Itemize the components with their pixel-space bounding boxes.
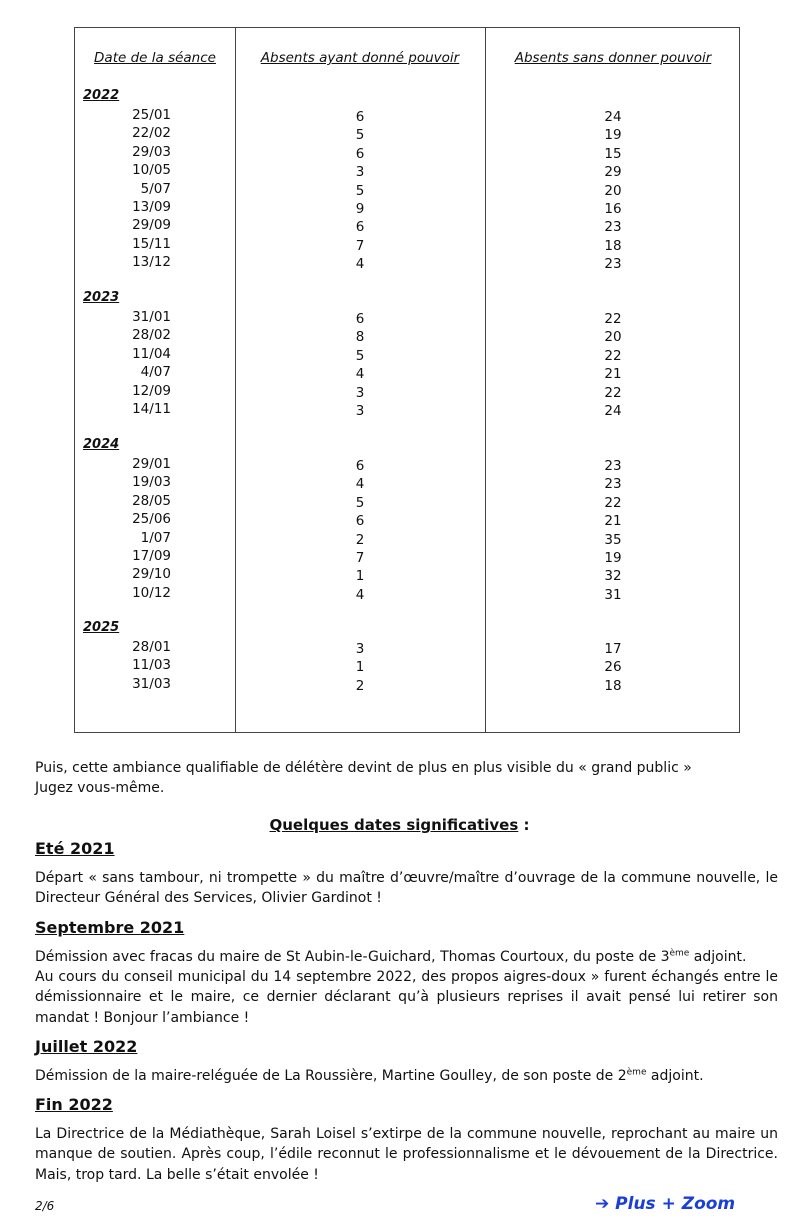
intro-line-2: Jugez vous-même. [35, 780, 165, 796]
header-without-proxy: Absents sans donner pouvoir [514, 50, 712, 66]
without-proxy-cell: 18 [604, 677, 622, 694]
with-proxy-cell: 3 [355, 384, 365, 401]
with-proxy-cell: 5 [355, 494, 365, 511]
year-label: 2023 [83, 290, 120, 305]
date-cell: 28/02 [132, 327, 171, 344]
date-cell: 5/07 [140, 180, 171, 197]
date-cell: 10/12 [132, 584, 171, 601]
without-proxy-cell: 23 [604, 219, 622, 236]
text-part: adjoint. [689, 949, 747, 965]
header-with-proxy: Absents ayant donné pouvoir [260, 50, 460, 66]
with-proxy-cell: 2 [355, 677, 365, 694]
text-superscript: ème [669, 948, 690, 959]
attendance-table [74, 27, 740, 733]
date-cell: 4/07 [140, 364, 171, 381]
without-proxy-cell: 26 [604, 659, 622, 676]
intro-line-1: Puis, cette ambiance qualifiable de délétère devint de plus en plus visible du « grand public » [35, 760, 692, 776]
section-text-sept-2021-a [35, 947, 778, 967]
with-proxy-cell: 4 [355, 366, 365, 383]
header-date: Date de la séance [94, 50, 216, 66]
with-proxy-cell: 8 [355, 329, 365, 346]
text-part: Démission de la maire-reléguée de La Roussière, Martine Goulley, de son poste de 2 [35, 1068, 627, 1084]
with-proxy-cell: 4 [355, 256, 365, 273]
with-proxy-cell: 1 [355, 568, 365, 585]
without-proxy-cell: 32 [604, 568, 622, 585]
without-proxy-cell: 20 [604, 182, 622, 199]
with-proxy-cell: 6 [355, 145, 365, 162]
dates-title-suffix: : [518, 816, 530, 834]
with-proxy-cell: 5 [355, 127, 365, 144]
with-proxy-cell: 5 [355, 182, 365, 199]
without-proxy-cell: 24 [604, 109, 622, 125]
without-proxy-cell: 21 [604, 513, 622, 530]
with-proxy-cell: 7 [355, 237, 365, 254]
section-text-sept-2021-b: Au cours du conseil municipal du 14 septembre 2022, des propos aigres-doux » furent échangés entre le démissionnaire et le maire, ce dernier déclarant qu’à plusieurs reprises il avait pensé lui retirer son mandat ! Bonjour l’ambiance ! [35, 969, 778, 1026]
without-proxy-cell: 24 [604, 403, 622, 419]
date-cell: 15/11 [132, 235, 171, 252]
with-proxy-cell: 4 [355, 586, 365, 603]
with-proxy-cell: 4 [355, 476, 365, 493]
without-proxy-cell: 15 [604, 145, 622, 162]
year-label: 2024 [83, 437, 120, 452]
date-cell: 14/11 [132, 401, 171, 417]
with-proxy-cell: 6 [355, 109, 365, 125]
with-proxy-cell: 6 [355, 513, 365, 530]
with-proxy-cell: 6 [355, 219, 365, 236]
with-proxy-cell: 3 [355, 641, 365, 657]
without-proxy-cell: 20 [604, 329, 622, 346]
with-proxy-cell: 9 [355, 201, 365, 217]
without-proxy-cell: 17 [604, 641, 622, 657]
without-proxy-cell: 29 [604, 164, 622, 181]
text-part: adjoint. [646, 1068, 704, 1084]
without-proxy-cell: 23 [604, 458, 622, 474]
without-proxy-cell: 22 [604, 494, 622, 511]
without-proxy-cell: 16 [604, 201, 622, 217]
date-cell: 31/03 [132, 675, 171, 692]
section-text-ete-2021: Départ « sans tambour, ni trompette » du maître d’œuvre/maître d’ouvrage de la commune nouvelle, le Directeur Général des Services, Olivier Gardinot ! [35, 870, 778, 907]
without-proxy-cell: 22 [604, 384, 622, 401]
section-title-sept-2021: Septembre 2021 [35, 918, 185, 937]
section-title-fin-2022: Fin 2022 [35, 1095, 113, 1114]
date-cell: 25/06 [132, 511, 171, 528]
without-proxy-cell: 18 [604, 237, 622, 254]
date-cell: 12/09 [132, 382, 171, 399]
plus-zoom-link[interactable]: ➔ Plus + Zoom [595, 1194, 736, 1214]
without-proxy-cell: 23 [604, 476, 622, 493]
date-cell: 10/05 [132, 162, 171, 179]
without-proxy-cell: 19 [604, 550, 622, 566]
section-text-juil-2022 [35, 1066, 778, 1086]
without-proxy-cell: 22 [604, 347, 622, 364]
date-cell: 29/09 [132, 217, 171, 234]
date-cell: 31/01 [132, 309, 171, 325]
date-cell: 28/01 [132, 639, 171, 655]
date-cell: 13/12 [132, 254, 171, 271]
page-number: 2/6 [35, 1199, 55, 1213]
without-proxy-cell: 35 [604, 531, 622, 548]
section-text-fin-2022: La Directrice de la Médiathèque, Sarah Loisel s’extirpe de la commune nouvelle, reprochant au maire un manque de soutien. Après coup, l’édile reconnut le professionnalisme et le dévouement de la Directrice. Mais, trop tard. La belle s’était envolée ! [35, 1126, 778, 1183]
with-proxy-cell: 7 [355, 550, 365, 566]
date-cell: 29/01 [132, 456, 171, 472]
with-proxy-cell: 3 [355, 403, 365, 419]
section-title-juil-2022: Juillet 2022 [35, 1037, 138, 1056]
with-proxy-cell: 3 [355, 164, 365, 181]
without-proxy-cell: 22 [604, 311, 622, 327]
year-label: 2022 [83, 88, 120, 103]
with-proxy-cell: 1 [355, 659, 365, 676]
date-cell: 1/07 [140, 529, 171, 546]
dates-title [0, 816, 799, 834]
with-proxy-cell: 5 [355, 347, 365, 364]
date-cell: 13/09 [132, 199, 171, 215]
date-cell: 28/05 [132, 492, 171, 509]
without-proxy-cell: 31 [604, 586, 622, 603]
text-part: Démission avec fracas du maire de St Aubin-le-Guichard, Thomas Courtoux, du poste de 3 [35, 949, 670, 965]
year-label: 2025 [83, 620, 120, 635]
date-cell: 17/09 [132, 548, 171, 564]
with-proxy-cell: 6 [355, 311, 365, 327]
without-proxy-cell: 23 [604, 256, 622, 273]
without-proxy-cell: 19 [604, 127, 622, 144]
date-cell: 29/03 [132, 143, 171, 160]
date-cell: 19/03 [132, 474, 171, 491]
date-cell: 29/10 [132, 566, 171, 583]
date-cell: 22/02 [132, 125, 171, 142]
date-cell: 11/04 [132, 345, 171, 362]
dates-title-text: Quelques dates significatives [269, 816, 519, 834]
date-cell: 25/01 [132, 107, 171, 123]
with-proxy-cell: 6 [355, 458, 365, 474]
without-proxy-cell: 21 [604, 366, 622, 383]
text-superscript: ème [626, 1067, 647, 1078]
section-title-ete-2021: Eté 2021 [35, 839, 115, 858]
with-proxy-cell: 2 [355, 531, 365, 548]
date-cell: 11/03 [132, 657, 171, 674]
